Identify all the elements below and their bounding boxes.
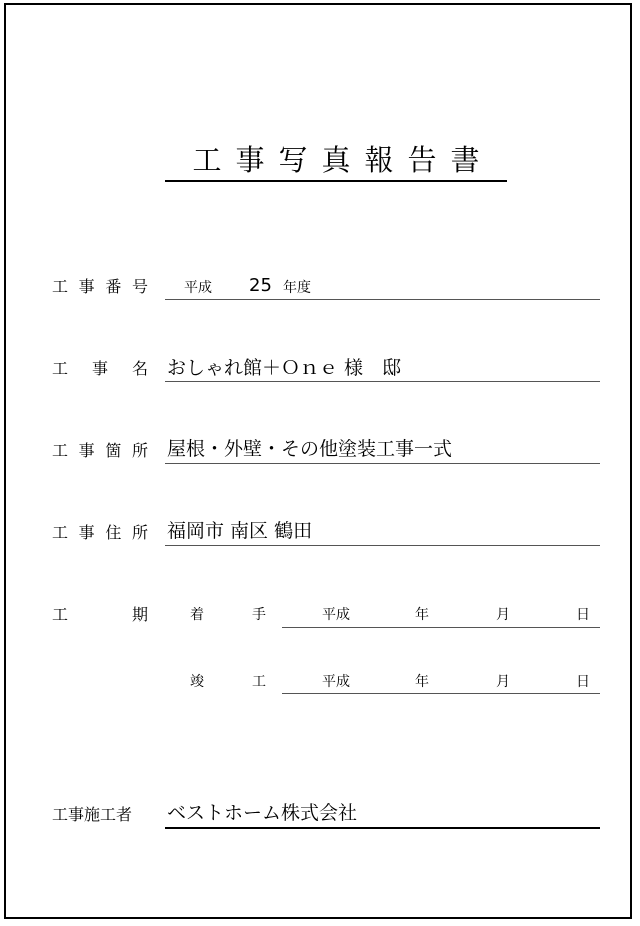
contractor-rule <box>165 827 600 829</box>
construction-number-rule <box>165 299 600 300</box>
contractor-value: ベストホーム株式会社 <box>167 802 358 824</box>
label-construction-name: 工 事 名 <box>52 359 148 378</box>
construction-address-rule <box>165 545 600 546</box>
document-title: 工事写真報告書 <box>192 143 494 177</box>
start-era: 平成 <box>322 607 350 623</box>
construction-location-rule <box>165 463 600 464</box>
construction-name-rule <box>165 381 600 382</box>
label-construction-period: 工 期 <box>52 605 148 624</box>
start-month-unit: 月 <box>496 607 510 623</box>
start-label-2: 手 <box>252 607 266 623</box>
construction-address-value: 福岡市 南区 鶴田 <box>167 520 313 542</box>
end-date-rule <box>282 693 600 694</box>
end-era: 平成 <box>322 674 350 690</box>
start-label-1: 着 <box>190 607 204 623</box>
title-underline <box>165 180 507 182</box>
label-construction-location: 工 事 箇 所 <box>52 441 148 460</box>
end-label-2: 工 <box>252 674 266 690</box>
end-month-unit: 月 <box>496 674 510 690</box>
label-construction-number: 工 事 番 号 <box>52 277 148 296</box>
start-year-unit: 年 <box>415 607 429 623</box>
fiscal-year-suffix: 年度 <box>283 280 311 296</box>
label-contractor: 工事施工者 <box>52 805 133 824</box>
end-day-unit: 日 <box>576 674 590 690</box>
start-day-unit: 日 <box>576 607 590 623</box>
fiscal-year-value: 25 <box>249 275 272 296</box>
construction-location-value: 屋根・外壁・その他塗装工事一式 <box>167 438 453 460</box>
construction-name-value: おしゃれ館＋Ｏｎｅ 様 邸 <box>167 357 402 379</box>
era-label: 平成 <box>184 280 212 296</box>
end-year-unit: 年 <box>415 674 429 690</box>
end-label-1: 竣 <box>190 674 204 690</box>
start-date-rule <box>282 627 600 628</box>
label-construction-address: 工 事 住 所 <box>52 523 148 542</box>
